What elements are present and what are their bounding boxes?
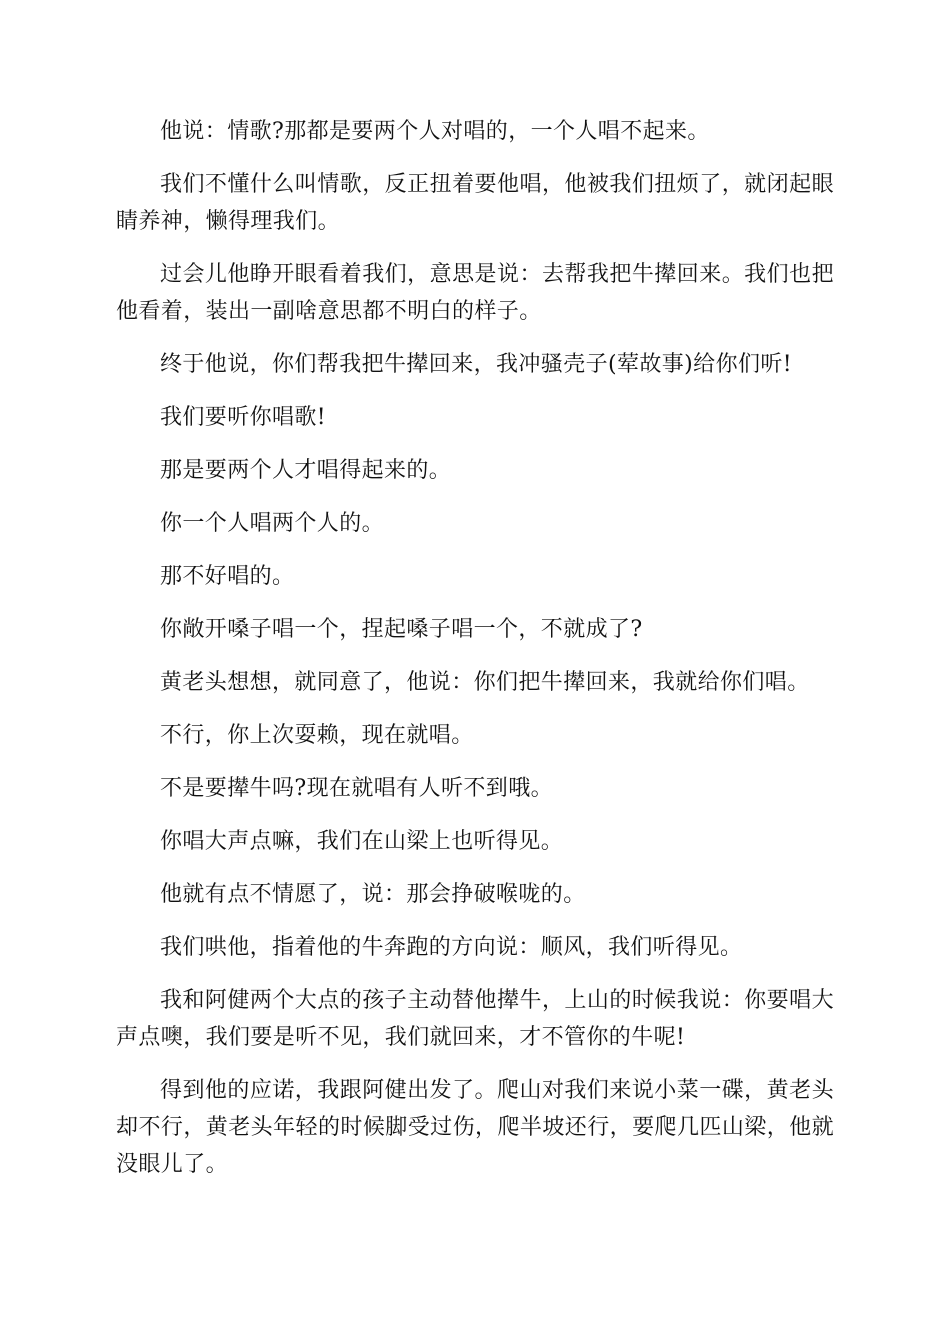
paragraph: 得到他的应诺，我跟阿健出发了。爬山对我们来说小菜一碟，黄老头却不行，黄老头年轻的时候脚受过伤，爬半坡还行，要爬几匹山梁，他就没眼儿了。	[116, 1078, 834, 1177]
paragraph: 我们不懂什么叫情歌，反正扭着要他唱，他被我们扭烦了，就闭起眼睛养神，懒得理我们。	[116, 172, 834, 234]
paragraph: 你敞开嗓子唱一个，捏起嗓子唱一个，不就成了?	[160, 617, 643, 642]
document-body	[116, 113, 834, 1199]
paragraph: 我和阿健两个大点的孩子主动替他撵牛，上山的时候我说：你要唱大声点噢，我们要是听不见，我们就回来，才不管你的牛呢!	[116, 988, 834, 1050]
paragraph: 你一个人唱两个人的。	[160, 511, 385, 536]
paragraph: 黄老头想想，就同意了，他说：你们把牛撵回来，我就给你们唱。	[160, 670, 810, 695]
paragraph: 你唱大声点嘛，我们在山梁上也听得见。	[160, 829, 564, 854]
paragraph: 终于他说，你们帮我把牛撵回来，我冲骚壳子(荤故事)给你们听!	[160, 352, 793, 377]
paragraph: 过会儿他睁开眼看着我们，意思是说：去帮我把牛撵回来。我们也把他看着，装出一副啥意思都不明白的样子。	[116, 262, 834, 324]
paragraph: 不是要撵牛吗?现在就唱有人听不到哦。	[160, 776, 553, 801]
paragraph: 不行，你上次耍赖，现在就唱。	[160, 723, 474, 748]
paragraph: 那不好唱的。	[160, 564, 295, 589]
paragraph: 他说：情歌?那都是要两个人对唱的，一个人唱不起来。	[160, 119, 710, 144]
paragraph: 我们哄他，指着他的牛奔跑的方向说：顺风，我们听得见。	[160, 935, 743, 960]
paragraph: 那是要两个人才唱得起来的。	[160, 458, 452, 483]
paragraph: 他就有点不情愿了，说：那会挣破喉咙的。	[160, 882, 586, 907]
paragraph: 我们要听你唱歌!	[160, 405, 327, 430]
